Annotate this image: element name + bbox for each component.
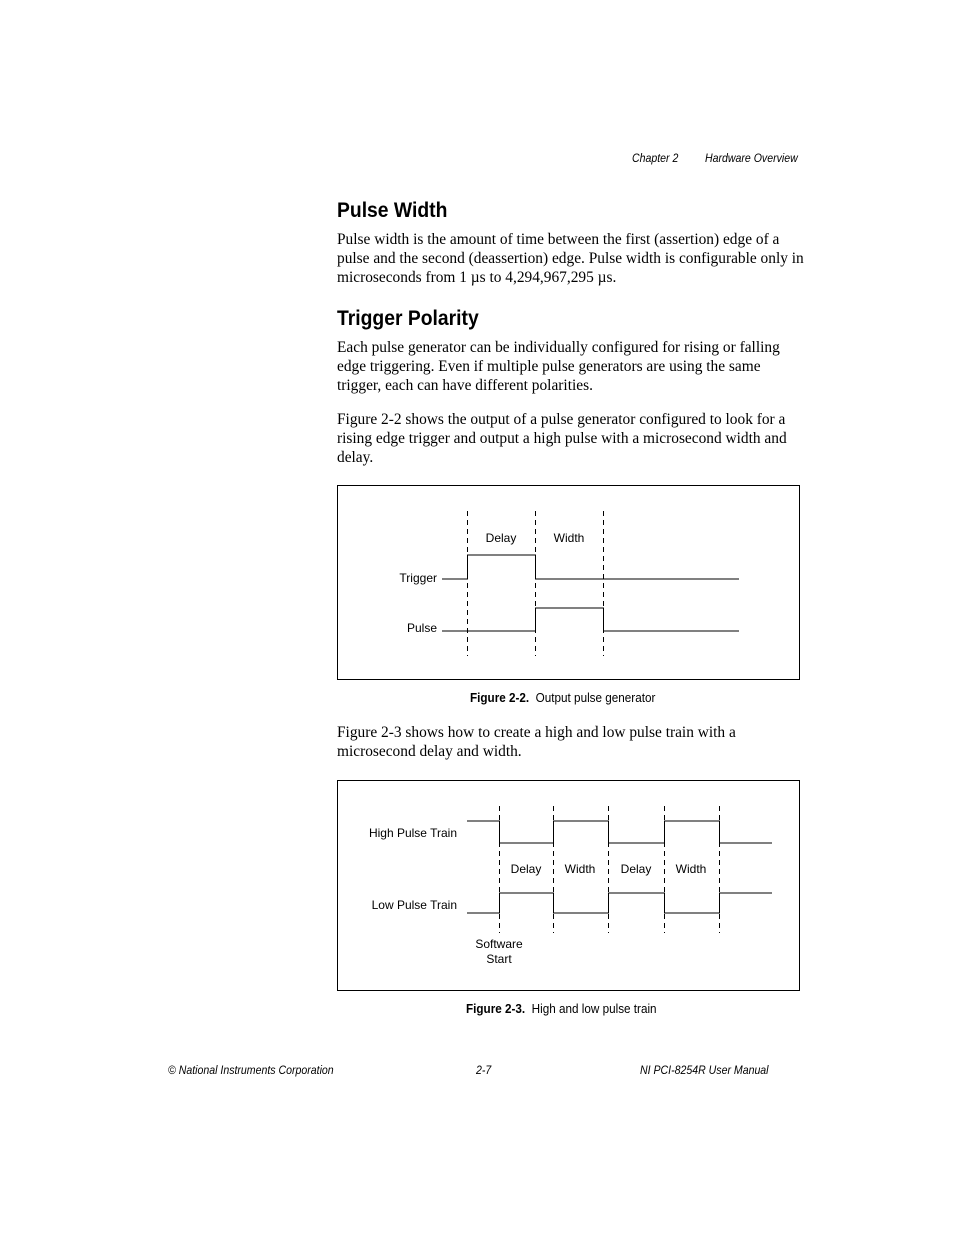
timing-diagram-pulse-train xyxy=(338,781,799,990)
footer-copyright: © National Instruments Corporation xyxy=(168,1063,334,1077)
pulse-waveform xyxy=(442,608,739,631)
high-pulse-train-waveform xyxy=(467,821,772,843)
figure-caption-number: Figure 2-3. xyxy=(466,1001,526,1016)
figure-high-low-pulse-train xyxy=(337,780,800,991)
header-chapter: Chapter 2 xyxy=(632,151,679,165)
label-delay: Delay xyxy=(485,531,517,545)
label-width-2: Width xyxy=(675,862,707,876)
label-pulse: Pulse xyxy=(406,621,437,635)
trigger-polarity-paragraph-2: Figure 2-2 shows the output of a pulse generator configured to look for a rising edge trigger and output a high pulse with a microsecond width and delay. xyxy=(337,411,787,466)
label-low-pulse-train: Low Pulse Train xyxy=(371,898,457,912)
label-width-1: Width xyxy=(564,862,596,876)
trigger-polarity-paragraph-3: Figure 2-3 shows how to create a high and low pulse train with a microsecond delay and width. xyxy=(337,724,736,760)
label-software: Software xyxy=(475,937,523,951)
footer-page-number: 2-7 xyxy=(476,1063,492,1077)
figure-caption-text: Output pulse generator xyxy=(535,690,656,705)
label-trigger: Trigger xyxy=(399,571,437,585)
timing-diagram-pulse-generator xyxy=(338,486,799,679)
figure-caption-2-2 xyxy=(470,690,655,705)
pulse-width-paragraph: Pulse width is the amount of time between the first (assertion) edge of a pulse and the second (deassertion) edge. Pulse width is configurable only in microseconds from 1 µs to 4,294,967,295 µs. xyxy=(337,231,804,286)
low-pulse-train-waveform xyxy=(467,893,772,913)
figure-caption-text: High and low pulse train xyxy=(531,1001,657,1016)
pulse-width-heading: Pulse Width xyxy=(337,199,448,222)
trigger-waveform xyxy=(442,555,739,579)
label-width: Width xyxy=(553,531,585,545)
header-section: Hardware Overview xyxy=(705,151,798,165)
label-delay-1: Delay xyxy=(510,862,542,876)
label-start: Start xyxy=(486,952,512,966)
figure-output-pulse-generator xyxy=(337,485,800,680)
figure-caption-2-3 xyxy=(466,1001,657,1016)
figure-caption-number: Figure 2-2. xyxy=(470,690,530,705)
trigger-polarity-heading: Trigger Polarity xyxy=(337,307,479,330)
label-delay-2: Delay xyxy=(620,862,652,876)
trigger-polarity-paragraph-1: Each pulse generator can be individually configured for rising or falling edge triggering. Even if multiple pulse generators are using the same trigger, each can have different polarities. xyxy=(337,339,780,394)
footer-manual-title: NI PCI-8254R User Manual xyxy=(640,1063,769,1077)
label-high-pulse-train: High Pulse Train xyxy=(368,826,457,840)
